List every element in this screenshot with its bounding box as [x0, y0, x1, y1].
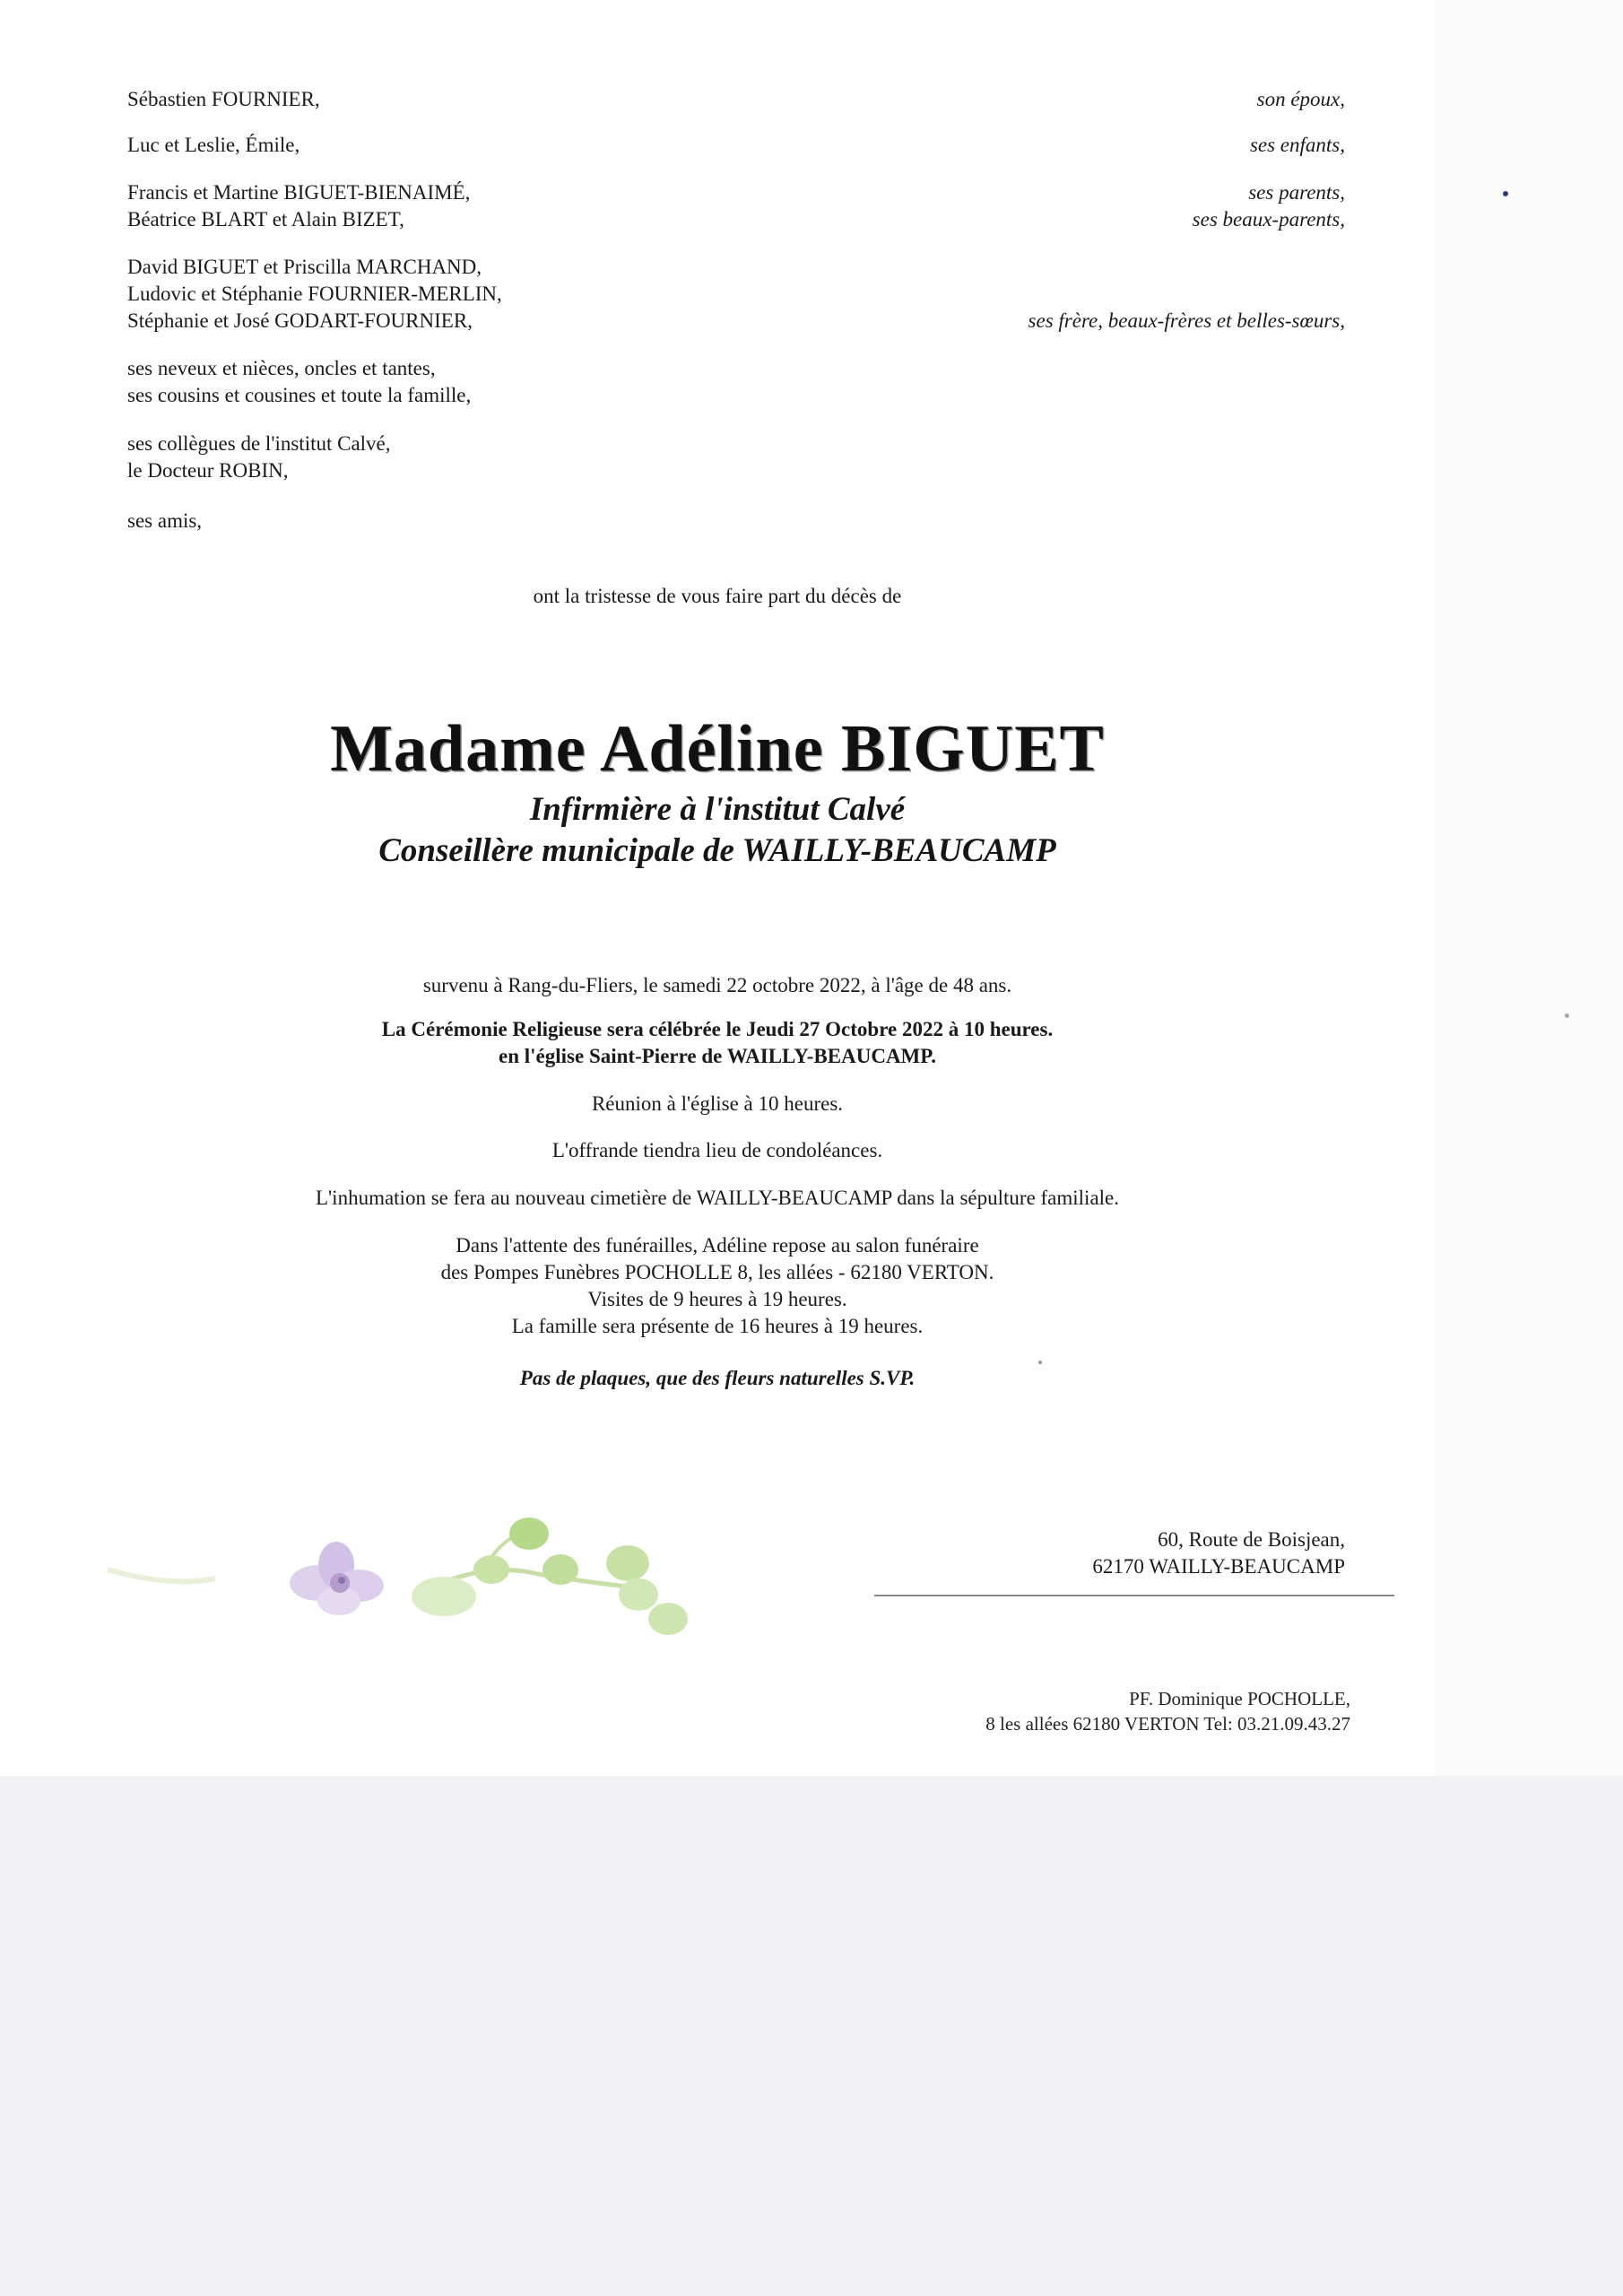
orchid-decoration-icon	[90, 1507, 717, 1641]
relation-2	[1250, 132, 1345, 159]
family-names-7	[127, 508, 202, 535]
family-name-line: Ludovic et Stéphanie FOURNIER-MERLIN,	[127, 283, 502, 305]
burial-details: L'inhumation se fera au nouveau cimetière de WAILLY-BEAUCAMP dans la sépulture familiale.	[315, 1187, 1120, 1209]
relation-line: ses beaux-parents,	[1192, 208, 1345, 230]
relation-3	[1193, 179, 1345, 233]
announcement-intro: ont la tristesse de vous faire part du décès de	[533, 585, 902, 607]
address-line-2: 62170 WAILLY-BEAUCAMP	[1092, 1555, 1345, 1578]
flowers-note: Pas de plaques, que des fleurs naturelles S.VP.	[519, 1367, 916, 1389]
family-names-4	[127, 254, 502, 335]
address-divider	[874, 1595, 1394, 1596]
family-name-line: ses cousins et cousines et toute la famille,	[127, 384, 472, 406]
family-names-1	[127, 86, 320, 113]
scan-speck	[1565, 1013, 1569, 1018]
deceased-name: Madame Adéline BIGUET	[330, 712, 1105, 786]
rest-line-3: Visites de 9 heures à 19 heures.	[587, 1288, 847, 1310]
family-names-5	[127, 355, 471, 409]
family-name-line: David BIGUET et Priscilla MARCHAND,	[127, 256, 482, 278]
scan-background	[0, 1776, 1623, 2296]
meeting-details: Réunion à l'église à 10 heures.	[591, 1092, 844, 1115]
family-name-line: Sébastien FOURNIER,	[127, 88, 320, 110]
family-name-line: Stéphanie et José GODART-FOURNIER,	[127, 309, 473, 332]
scan-margin	[1435, 0, 1623, 1776]
scan-speck	[1503, 191, 1508, 196]
relation-4	[1028, 308, 1345, 335]
home-address	[1092, 1526, 1345, 1580]
relation-line: son époux,	[1256, 88, 1345, 110]
relation-line: ses enfants,	[1249, 134, 1345, 156]
family-name-line: Luc et Leslie, Émile,	[127, 134, 300, 156]
scan-speck	[1038, 1361, 1042, 1364]
relation-1	[1257, 86, 1345, 113]
address-line-1: 60, Route de Boisjean,	[1158, 1528, 1345, 1551]
funeral-home-line-2: 8 les allées 62180 VERTON Tel: 03.21.09.43.27	[985, 1713, 1350, 1735]
family-name-line: le Docteur ROBIN,	[127, 459, 289, 482]
family-names-6	[127, 430, 391, 484]
relation-line: ses frère, beaux-frères et belles-sœurs,	[1028, 309, 1345, 332]
family-name-line: ses collègues de l'institut Calvé,	[127, 432, 391, 455]
deceased-title-2: Conseillère municipale de WAILLY-BEAUCAMP	[378, 832, 1056, 869]
family-name-line: Francis et Martine BIGUET-BIENAIMÉ,	[127, 181, 471, 204]
rest-line-2: des Pompes Funèbres POCHOLLE 8, les allées - 62180 VERTON.	[440, 1261, 994, 1283]
death-details: survenu à Rang-du-Fliers, le samedi 22 octobre 2022, à l'âge de 48 ans.	[422, 974, 1012, 996]
funeral-home-info	[985, 1686, 1350, 1736]
ceremony-line-2: en l'église Saint-Pierre de WAILLY-BEAUCAMP.	[499, 1045, 936, 1067]
rest-line-1: Dans l'attente des funérailles, Adéline repose au salon funéraire	[456, 1234, 979, 1257]
family-names-2	[127, 132, 299, 159]
deceased-title-1: Infirmière à l'institut Calvé	[529, 791, 906, 828]
rest-line-4: La famille sera présente de 16 heures à 19 heures.	[511, 1315, 924, 1337]
relation-line: ses parents,	[1248, 181, 1345, 204]
family-name-line: ses amis,	[127, 509, 203, 532]
funeral-home-line-1: PF. Dominique POCHOLLE,	[1129, 1688, 1350, 1709]
family-name-line: Béatrice BLART et Alain BIZET,	[127, 208, 404, 230]
ceremony-line-1: La Cérémonie Religieuse sera célébrée le Jeudi 27 Octobre 2022 à 10 heures.	[381, 1018, 1054, 1040]
offering-details: L'offrande tiendra lieu de condoléances.	[551, 1139, 883, 1161]
family-name-line: ses neveux et nièces, oncles et tantes,	[127, 357, 436, 379]
family-names-3	[127, 179, 470, 233]
